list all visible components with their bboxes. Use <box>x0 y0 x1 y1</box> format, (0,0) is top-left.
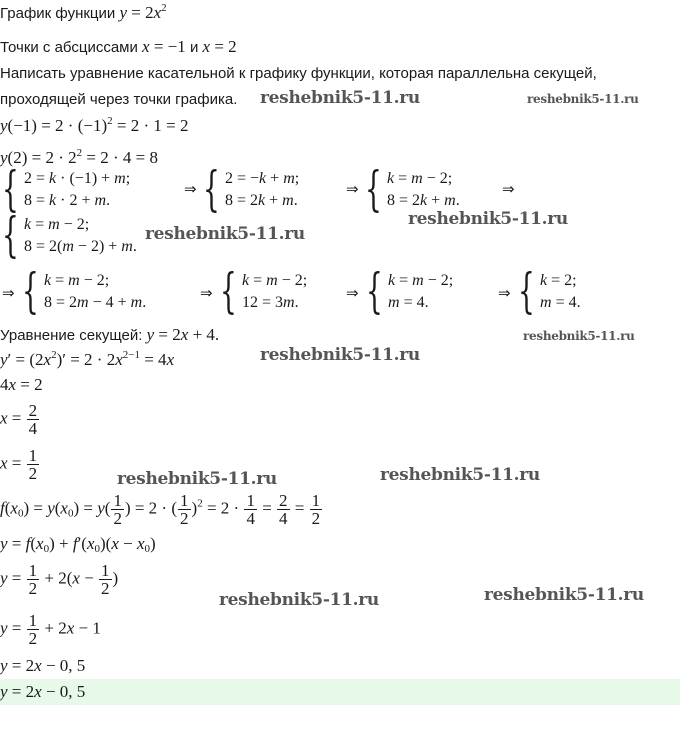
points-and: и <box>189 39 199 56</box>
eq-4x: 4x = 2 <box>0 375 43 394</box>
eq-x-frac-1-2: x = $\frac{1}{2}$ <box>0 446 38 483</box>
derivative-eq: $y' = (2x^2)' = 2 \cdot 2x^{2-1} = 4x$ <box>0 349 175 369</box>
watermark: reshebnik5-11.ru <box>380 465 540 485</box>
implies-arrow: ⇒ <box>2 284 15 302</box>
secant-formula: y = 2x + 4. <box>146 325 220 344</box>
eq-tangent-sub: y = $\frac{1}{2}$ + 2(x − $\frac{1}{2}$ ) <box>0 561 119 598</box>
watermark: reshebnik5-11.ru <box>408 209 568 229</box>
secant-line <box>0 326 219 345</box>
points-text: Точки с абсциссами <box>0 39 138 56</box>
point-2: x = 2 <box>202 37 237 56</box>
implies-arrow: ⇒ <box>200 284 213 302</box>
watermark: reshebnik5-11.ru <box>260 88 420 108</box>
eq-tangent-expand: y = $\frac{1}{2}$ + 2x − 1 <box>0 611 101 648</box>
watermark: reshebnik5-11.ru <box>260 345 420 365</box>
eq-tangent-result: y = 2x − 0, 5 <box>0 656 86 675</box>
watermark: reshebnik5-11.ru <box>117 469 277 489</box>
watermark: reshebnik5-11.ru <box>523 329 635 343</box>
eq-y-2: $y(2) = 2 \cdot 2^2 = 2 \cdot 4 = 8$ <box>0 147 158 167</box>
watermark: reshebnik5-11.ru <box>484 585 644 605</box>
implies-arrow: ⇒ <box>346 180 359 198</box>
watermark: reshebnik5-11.ru <box>145 224 305 244</box>
watermark: reshebnik5-11.ru <box>527 92 639 106</box>
eq-f-x0: $f(x_0) = y(x_0) = y$( $\frac{1}{2}$ ) = 2 · ( $\frac{1}{2}$ )$^2$ = 2 · $\frac{1}{4}$ = $\frac{2}{4}$ = $\frac{1}{2}$ <box>0 491 321 528</box>
answer-highlight <box>0 679 680 705</box>
eq-y-minus-1: $y(-1) = 2 \cdot (-1)^2 = 2 \cdot 1 = 2$ <box>0 115 189 135</box>
watermark: reshebnik5-11.ru <box>219 590 379 610</box>
task-line-1: Написать уравнение касательной к графику функции, которая параллельна секущей, <box>0 65 597 82</box>
eq-tangent-general: $y = f(x_0) + f'(x_0)(x - x_0)$ <box>0 534 156 555</box>
implies-arrow: ⇒ <box>184 180 197 198</box>
implies-arrow: ⇒ <box>498 284 511 302</box>
implies-arrow: ⇒ <box>346 284 359 302</box>
eq-x-frac-2-4: x = $\frac{2}{4}$ <box>0 401 38 438</box>
point-1: x = −1 <box>142 37 186 56</box>
answer-line: y = 2x − 0, 5 <box>0 682 86 701</box>
task-line-2: проходящей через точки графика. <box>0 91 238 108</box>
heading-text: График функции <box>0 5 116 22</box>
heading-line <box>0 4 167 23</box>
function-formula: $y = 2x^2$ <box>119 2 167 22</box>
points-line <box>0 38 237 57</box>
implies-arrow: ⇒ <box>502 180 515 198</box>
secant-label: Уравнение секущей: <box>0 327 143 344</box>
